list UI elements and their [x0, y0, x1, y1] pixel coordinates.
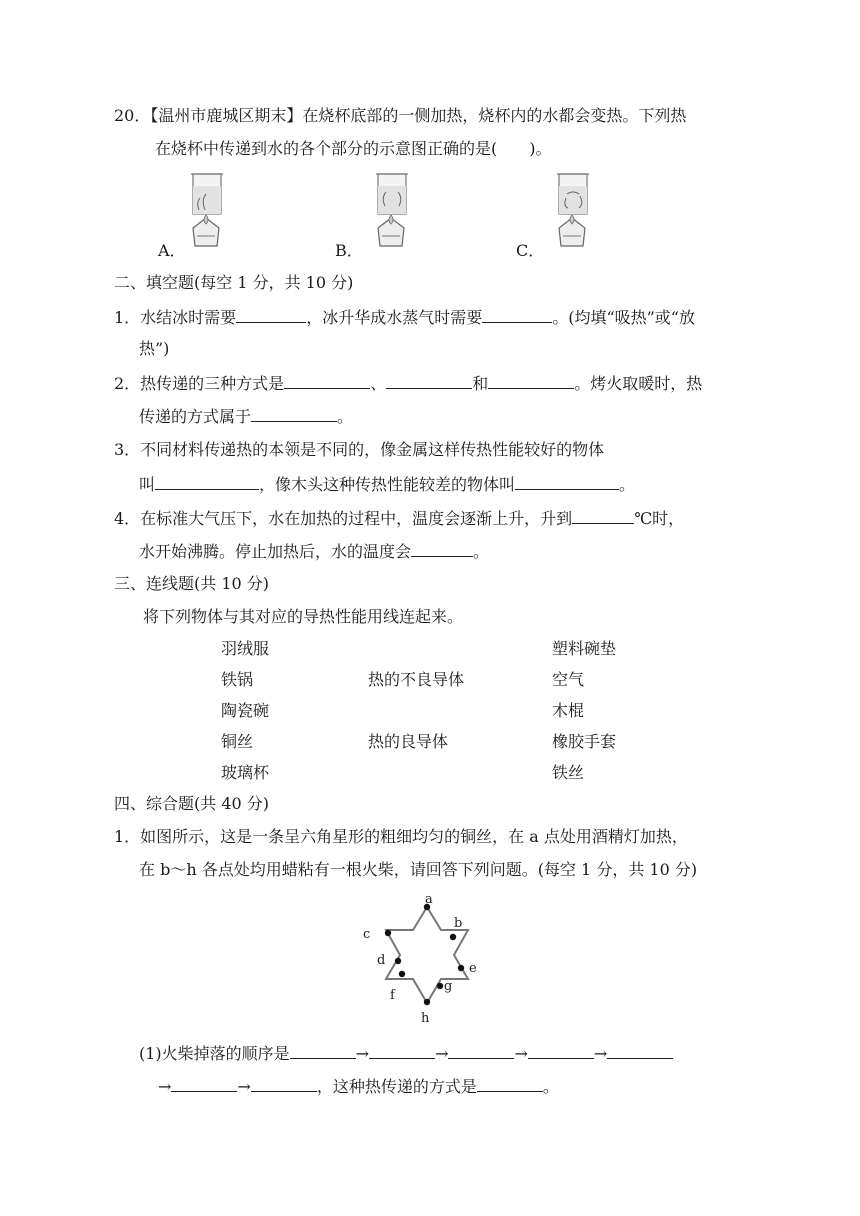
answer-blank[interactable] [477, 1074, 543, 1092]
star-point-label: a [425, 892, 433, 907]
star-point-label: g [444, 979, 453, 994]
sub1-text-c: 。 [542, 1077, 559, 1096]
comp-q1-line-2: 在 b～h 各点处均用蜡粘有一根火柴，请回答下列问题。(每空 1 分，共 10 分) [139, 860, 698, 879]
fill-q4-line-1 [114, 506, 684, 530]
arrow-text: → [355, 1044, 370, 1063]
match-middle-item[interactable]: 热的良导体 [368, 732, 449, 751]
star-point-label: b [454, 916, 463, 931]
fill-q2-text-f: 。 [337, 407, 354, 426]
fill-q3-line-2 [139, 472, 635, 496]
fill-q4-text-c: 水开始沸腾。停止加热后，水的温度会 [139, 542, 412, 561]
beaker-figure-a [183, 170, 233, 258]
answer-blank[interactable] [171, 1074, 237, 1092]
arrow-text: → [514, 1044, 528, 1063]
fill-q1-text-b: ，冰升华成水蒸气时需要 [306, 308, 483, 327]
comp-q1-line-1: 1．如图所示，这是一条呈六角星形的粗细均匀的铜丝，在 a 点处用酒精灯加热， [114, 827, 688, 846]
fill-q4-text-a: 4．在标准大气压下，水在加热的过程中，温度会逐渐上升，升到 [114, 509, 573, 528]
answer-blank[interactable] [284, 371, 370, 389]
answer-blank[interactable] [290, 1041, 356, 1059]
answer-blank[interactable] [607, 1041, 673, 1059]
match-left-item[interactable]: 陶瓷碗 [221, 701, 270, 720]
comp-q1-sub1-line-1 [139, 1041, 673, 1065]
answer-blank[interactable] [482, 305, 552, 323]
match-left-item[interactable]: 羽绒服 [221, 639, 270, 658]
option-a-label: A． [158, 241, 186, 260]
hexagram-wire-figure [355, 890, 495, 1030]
star-point-label: c [363, 927, 371, 942]
arrow-text: → [237, 1077, 251, 1096]
comp-q1-sub1-line-2 [158, 1074, 559, 1098]
section-3-heading: 三、连线题(共 10 分) [114, 574, 270, 593]
option-c-label: C． [516, 241, 545, 260]
match-middle-item[interactable]: 热的不良导体 [368, 670, 465, 689]
star-point-label: f [390, 988, 395, 1003]
sub1-text-a: (1)火柴掉落的顺序是 [139, 1044, 290, 1063]
fill-q4-text-d: 。 [473, 542, 490, 561]
fill-q3-text-b: 叫 [139, 475, 156, 494]
answer-blank[interactable] [515, 472, 619, 490]
beaker-figure-c [549, 170, 599, 258]
match-right-item[interactable]: 木棍 [552, 701, 585, 720]
answer-blank[interactable] [251, 404, 337, 422]
fill-q3-line-1: 3．不同材料传递热的本领是不同的，像金属这样传热性能较好的物体 [114, 440, 605, 459]
star-point-label: h [421, 1011, 430, 1026]
match-right-item[interactable]: 塑料碗垫 [552, 639, 617, 658]
q20-line-1: 20．【温州市鹿城区期末】在烧杯底部的一侧加热，烧杯内的水都会变热。下列热 [114, 106, 687, 125]
match-left-item[interactable]: 玻璃杯 [221, 763, 270, 782]
fill-q2-text-b: 、 [370, 374, 387, 393]
answer-blank[interactable] [155, 472, 259, 490]
answer-blank[interactable] [251, 1074, 317, 1092]
fill-q1-line-2: 热”) [139, 339, 170, 358]
sub1-text-b: ，这种热传递的方式是 [316, 1077, 477, 1096]
match-left-item[interactable]: 铁锅 [221, 670, 254, 689]
option-b-label: B． [335, 241, 363, 260]
fill-q2-line-1 [114, 371, 702, 395]
beaker-figure-b [368, 170, 418, 258]
fill-q2-line-2 [139, 404, 353, 428]
arrow-text: → [593, 1044, 608, 1063]
fill-q3-text-c: ，像木头这种传热性能较差的物体叫 [259, 475, 516, 494]
matching-instruction: 将下列物体与其对应的导热性能用线连起来。 [143, 607, 464, 626]
fill-q2-text-d: 。烤火取暖时，热 [574, 374, 703, 393]
fill-q2-text-e: 传递的方式属于 [139, 407, 252, 426]
answer-blank[interactable] [528, 1041, 594, 1059]
star-point-label: e [469, 961, 477, 976]
fill-q4-line-2 [139, 539, 489, 563]
answer-blank[interactable] [369, 1041, 435, 1059]
match-right-item[interactable]: 空气 [552, 670, 585, 689]
match-left-item[interactable]: 铜丝 [221, 732, 254, 751]
fill-q1-line-1 [114, 305, 695, 329]
section-4-heading: 四、综合题(共 40 分) [114, 794, 270, 813]
q20-line-2: 在烧杯中传递到水的各个部分的示意图正确的是( )。 [155, 139, 552, 158]
answer-blank[interactable] [411, 539, 473, 557]
arrow-text: → [435, 1044, 449, 1063]
answer-blank[interactable] [488, 371, 574, 389]
star-point-label: d [377, 953, 386, 968]
answer-blank[interactable] [448, 1041, 514, 1059]
match-right-item[interactable]: 铁丝 [552, 763, 585, 782]
answer-blank[interactable] [386, 371, 472, 389]
answer-blank[interactable] [236, 305, 306, 323]
arrow-text: → [158, 1077, 172, 1096]
fill-q4-text-b: ℃时， [634, 509, 685, 528]
fill-q3-text-d: 。 [619, 475, 636, 494]
section-2-heading: 二、填空题(每空 1 分，共 10 分) [114, 273, 354, 292]
answer-blank[interactable] [572, 506, 634, 524]
fill-q1-text-c: 。(均填“吸热”或“放 [552, 308, 695, 327]
match-right-item[interactable]: 橡胶手套 [552, 732, 617, 751]
fill-q2-text-a: 2．热传递的三种方式是 [114, 374, 285, 393]
fill-q1-text-a: 1．水结冰时需要 [114, 308, 237, 327]
fill-q2-text-c: 和 [472, 374, 489, 393]
